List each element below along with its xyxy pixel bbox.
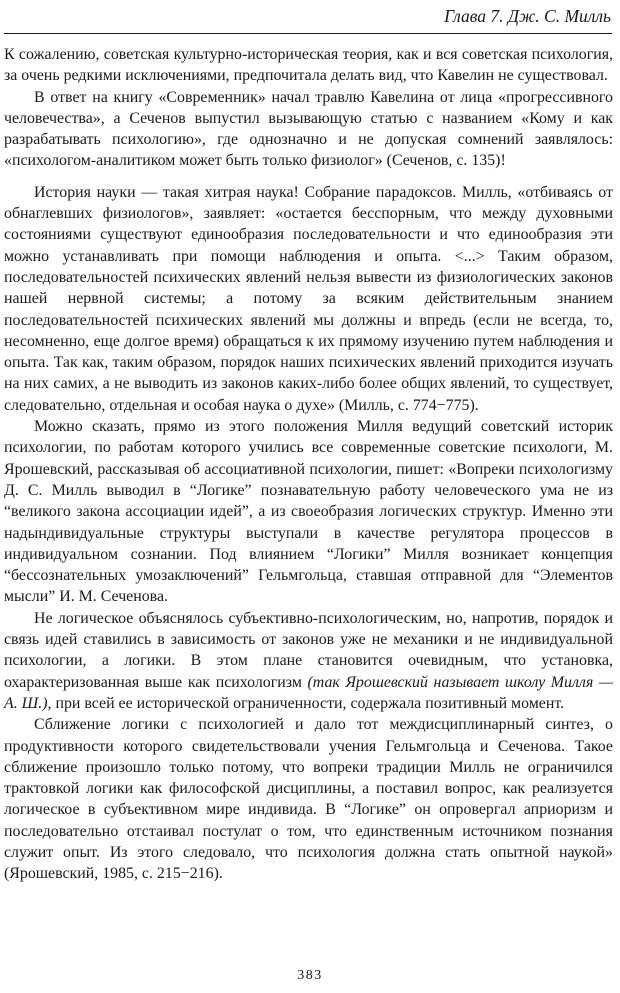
- paragraph-4: Можно сказать, прямо из этого положения Милля ведущий советский историк психологии, по работам которого учились все современные советские психологи, М. Ярошевский, рассказывая об ассоциативной психологии, пишет: «Вопреки психологизму Д. С. Милль выводил в “Логике” познавательную работу человеческого ума не из “великого закона ассоциации идей”, а из своеобразия логических структур. Именно эти надындивидуальные структуры выступали в качестве регулятора процессов в индивидуальном сознании. Под влиянием “Логики” Милля возникает концепция “бессознательных умозаключений” Гельмгольца, ставшая отправной для “Элементов мысли” И. М. Сеченова.: [4, 418, 613, 606]
- paragraph-3: История науки — такая хитрая наука! Собрание парадоксов. Милль, «отбиваясь от обнаглевших физиологов», заявляет: «остается бесспорным, что между духовными состояниями существуют единообразия последовательности и что единообразия эти можно устанавливать при помощи наблюдения и опыта. <...> Таким образом, последовательностей психических явлений нельзя вывести из физиологических законов нашей нервной системы; а потому за всяким действительным знанием последовательностей психических явлений мы должны и впредь (если не всегда, то, несомненно, еще долгое время) обращаться к их прямому изучению путем наблюдения и опыта. Так как, таким образом, порядок наших психических явлений приходится изучать на них самих, а не выводить из законов каких-либо более общих явлений, то существует, следовательно, отдельная и особая наука о духе» (Милль, с. 774−775).: [4, 183, 613, 414]
- page-number: 383: [297, 968, 323, 983]
- paragraph-5-italic-note: (так Ярошевский называет школу Милля — А. Ш.): [4, 673, 613, 712]
- paragraph-5: [4, 608, 613, 714]
- header-rule: [4, 33, 612, 34]
- running-title: Глава 7. Дж. С. Милль: [444, 6, 611, 26]
- page-body: [4, 44, 613, 885]
- paragraph-2: В ответ на книгу «Современник» начал травлю Кавелина от лица «прогрессивного человечества», а Сеченов выпустил вызывающую статью с названием «Кому и как разрабатывать психологию», где однозначно и не допуская сомнений заявлялось: «психологом-аналитиком может быть только физиолог» (Сеченов, с. 135)!: [4, 88, 613, 170]
- paragraph-5-text-start: Не логическое объяснялось субъективно-психологическим, но, напротив, порядок и связь идей ставились в зависимость от законов уже не механики и не индивидуальной психологии, а логики. В этом плане становится очевидным, что установка, охарактеризованная выше как психологизм: [4, 609, 613, 691]
- paragraph-6: Сближение логики с психологией и дало тот междисциплинарный синтез, о продуктивности которого свидетельствовали учения Гельмгольца и Сеченова. Такое сближение произошло только потому, что вопреки традиции Милль не ограничился трактовкой логики как философской дисциплины, а поставил вопрос, как реализуется логическое в субъективном мире индивида. В “Логике” он опровергал априоризм и последовательно отстаивал постулат о том, что единственным источником познания служит опыт. Из этого следовало, что психология должна стать опытной наукой» (Ярошевский, 1985, с. 215−216).: [4, 716, 613, 883]
- running-header: [0, 0, 620, 36]
- paragraph-5-text-end: , при всей ее исторической ограниченности, содержала позитивный момент.: [47, 694, 565, 712]
- paragraph-1: К сожалению, советская культурно-историческая теория, как и вся советская психология, за очень редкими исключениями, предпочитала делать вид, что Кавелин не существовал.: [4, 46, 613, 85]
